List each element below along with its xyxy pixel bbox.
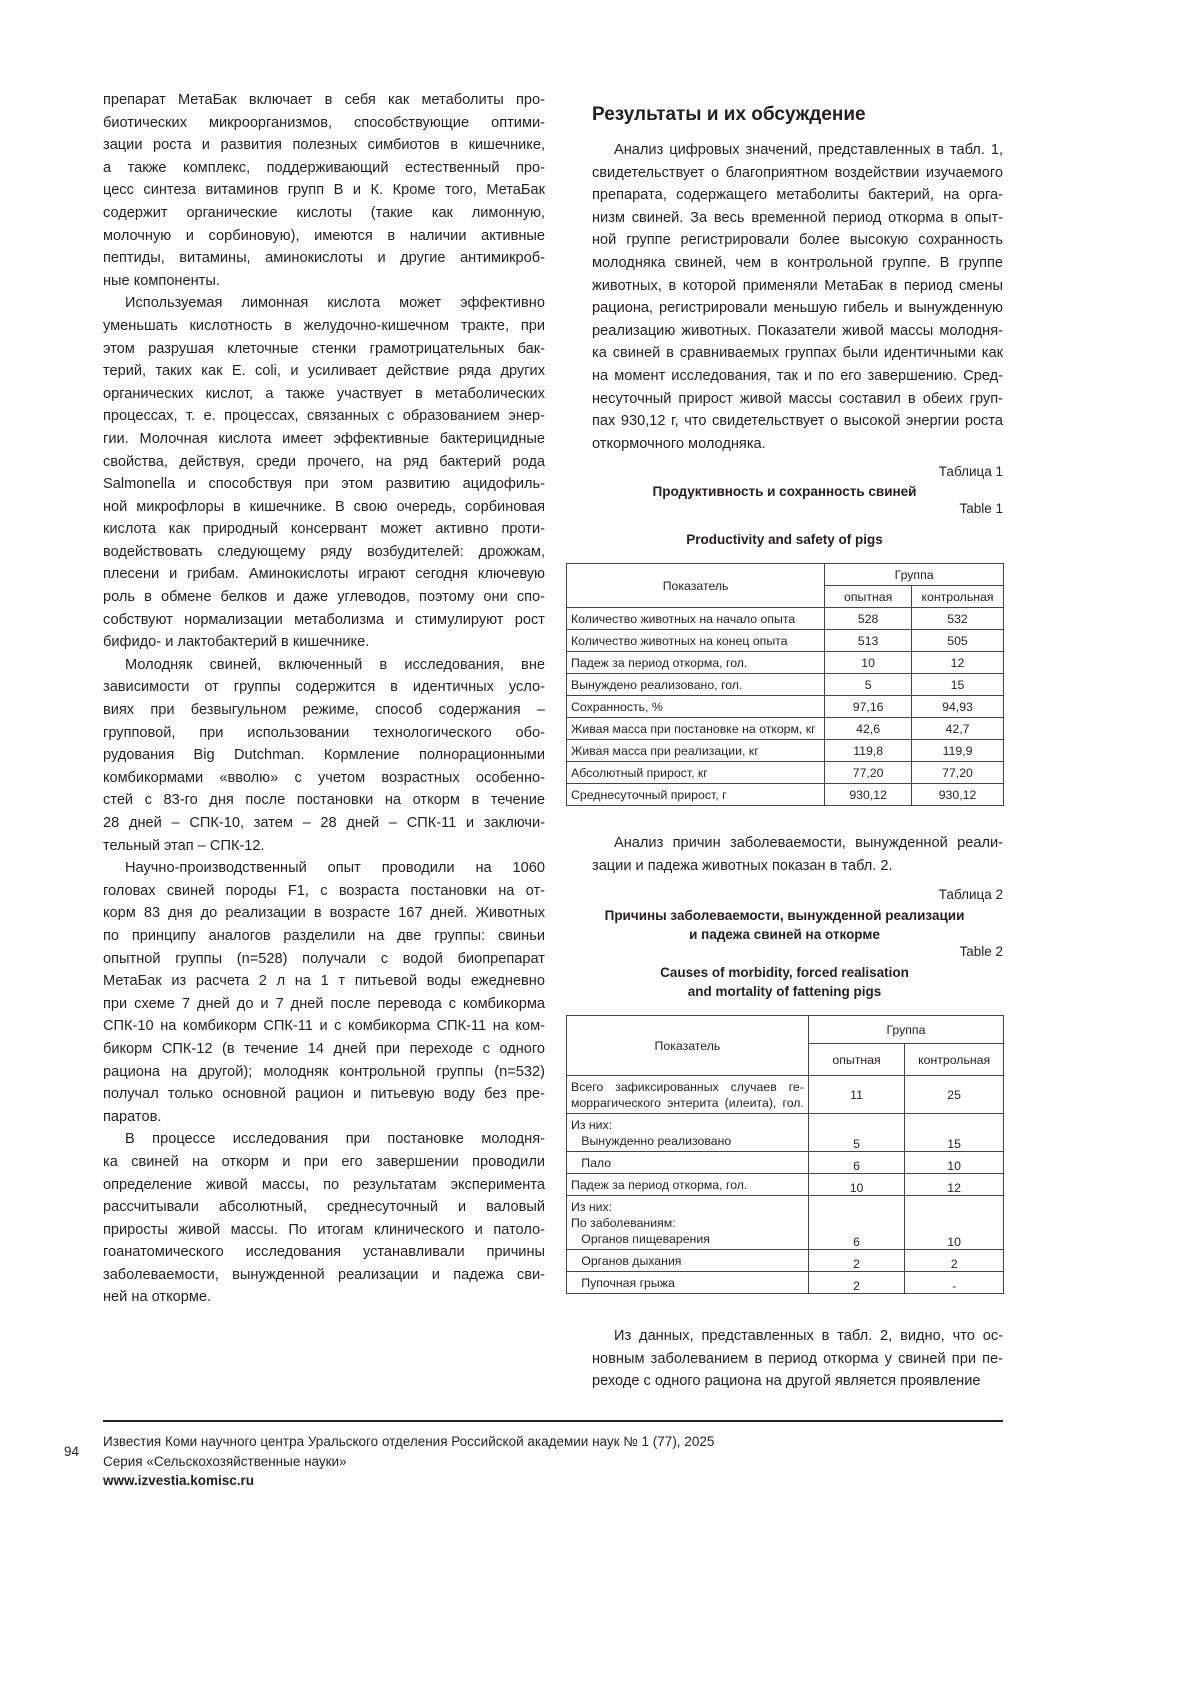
table1-title-ru: Продуктивность и сохранность свиней — [566, 482, 1003, 501]
control-value: 15 — [905, 1114, 1004, 1152]
experimental-value: 5 — [808, 1114, 904, 1152]
table-row — [567, 608, 1004, 630]
table1 — [566, 563, 1004, 806]
control-value: - — [905, 1272, 1004, 1294]
experimental-value: 2 — [808, 1250, 904, 1272]
text-line: опытной группы (n=528) получали с водой биопрепарат — [103, 948, 545, 971]
control-value: 94,93 — [912, 696, 1004, 718]
experimental-value: 5 — [825, 674, 912, 696]
text-line: низм свиней. За весь временной период откорма в опыт- — [592, 207, 1003, 230]
text-line: водействовать следующему ряду возбудителей: дрожжам, — [103, 541, 545, 564]
table2-title-ru — [566, 906, 1003, 944]
table-row — [567, 630, 1004, 652]
row-label: Живая масса при постановке на откорм, кг — [567, 718, 825, 740]
text-line: Молодняк свиней, включенный в исследования, вне — [103, 654, 545, 677]
text-line: содержит органические кислоты (такие как лимонную, — [103, 202, 545, 225]
text-line: реходе с одного рациона на другой является проявление — [592, 1370, 1003, 1393]
header-indicator: Показатель — [567, 564, 825, 608]
text-line: свойства, действуя, среди прочего, на ряд бактерий рода — [103, 451, 545, 474]
table1-label-en: Table 1 — [959, 501, 1003, 516]
label-line: Из них: — [571, 1199, 804, 1215]
control-value: 119,9 — [912, 740, 1004, 762]
text-line: откормочного молодняка. — [592, 433, 1003, 456]
text-line: СПК-10 на комбикорм СПК-11 и с комбикорма СПК-11 на ком- — [103, 1015, 545, 1038]
header-control: контрольная — [905, 1044, 1004, 1076]
row-label: Количество животных на начало опыта — [567, 608, 825, 630]
footer-divider — [103, 1420, 1003, 1422]
text-line: определение живой массы, по результатам эксперимента — [103, 1174, 545, 1197]
control-value: 15 — [912, 674, 1004, 696]
text-line: Из данных, представленных в табл. 2, видно, что ос- — [592, 1325, 1003, 1348]
title-line: Causes of morbidity, forced realisation — [566, 963, 1003, 982]
experimental-value: 528 — [825, 608, 912, 630]
text-line: бикорм СПК-12 (в течение 14 дней при переходе с одного — [103, 1038, 545, 1061]
text-line: зации роста и развития полезных симбиотов в кишечнике, — [103, 134, 545, 157]
control-value: 930,12 — [912, 784, 1004, 806]
text-line: препарата, содержащего метаболиты бактерий, на орга- — [592, 184, 1003, 207]
experimental-value: 10 — [825, 652, 912, 674]
text-line: рациона, регистрировали меньшую гибель и вынужденную — [592, 297, 1003, 320]
control-value: 12 — [905, 1174, 1004, 1196]
label-line: Пало — [571, 1155, 804, 1171]
header-experimental: опытная — [808, 1044, 904, 1076]
header-group: Группа — [825, 564, 1004, 586]
results-paragraph — [592, 139, 1003, 455]
text-line: реализацию животных. Показатели живой массы молодня- — [592, 320, 1003, 343]
text-line: уменьшать кислотность в желудочно-кишечном тракте, при — [103, 315, 545, 338]
table-row — [567, 1076, 1004, 1114]
text-line: молодняка свиней, чем в контрольной группе. В группе — [592, 252, 1003, 275]
experimental-value: 513 — [825, 630, 912, 652]
table-row — [567, 652, 1004, 674]
table-row — [567, 1196, 1004, 1250]
control-value: 10 — [905, 1196, 1004, 1250]
table-row — [567, 1250, 1004, 1272]
footer — [103, 1432, 714, 1491]
text-line: цесс синтеза витаминов групп В и К. Кроме того, МетаБак — [103, 179, 545, 202]
text-line: а также комплекс, поддерживающий естественный про- — [103, 157, 545, 180]
text-line: ка свиней на откорм и при его завершении проводили — [103, 1151, 545, 1174]
text-line: Анализ причин заболеваемости, вынужденной реали- — [592, 832, 1003, 855]
row-label — [567, 1114, 809, 1152]
row-label — [567, 1174, 809, 1196]
page-number: 94 — [64, 1444, 79, 1459]
title-line: and mortality of fattening pigs — [566, 982, 1003, 1001]
text-line: свидетельствует о благоприятном воздействии изучаемого — [592, 162, 1003, 185]
text-line: ка свиней в сравниваемых группах были идентичными как — [592, 342, 1003, 365]
experimental-value: 930,12 — [825, 784, 912, 806]
text-line: собствуют нормализации метаболизма и стимулируют рост — [103, 609, 545, 632]
text-line: новным заболеванием в период откорма у свиней при пе- — [592, 1348, 1003, 1371]
control-value: 77,20 — [912, 762, 1004, 784]
text-line: 28 дней – СПК-10, затем – 28 дней – СПК-11 и заключи- — [103, 812, 545, 835]
table-row — [567, 696, 1004, 718]
row-label: Среднесуточный прирост, г — [567, 784, 825, 806]
text-line: при схеме 7 дней до и 7 дней после перевода с комбикорма — [103, 993, 545, 1016]
experimental-value: 6 — [808, 1196, 904, 1250]
text-line: плесени и грибам. Аминокислоты играют сегодня ключевую — [103, 563, 545, 586]
text-line: бифидо- и лактобактерий в кишечнике. — [103, 631, 545, 654]
label-line: По заболеваниям: — [571, 1215, 804, 1231]
section-heading: Результаты и их обсуждение — [592, 104, 866, 126]
control-value: 12 — [912, 652, 1004, 674]
text-line: паратов. — [103, 1106, 545, 1129]
text-line: получал только основной рацион и питьевую воду без пре- — [103, 1083, 545, 1106]
text-line: пах 930,12 г, что свидетельствует о высокой энергии роста — [592, 410, 1003, 433]
title-line: и падежа свиней на откорме — [566, 925, 1003, 944]
table-row — [567, 674, 1004, 696]
header-group: Группа — [808, 1016, 1003, 1044]
row-label — [567, 1272, 809, 1294]
label-line: Органов дыхания — [571, 1253, 804, 1269]
table-row — [567, 1272, 1004, 1294]
text-line: этом разрушая клеточные стенки грамотрицательных бак- — [103, 338, 545, 361]
label-line: моррагического энтерита (илеита), гол. — [571, 1095, 804, 1111]
table-row — [567, 1152, 1004, 1174]
text-line: терий, таких как E. coli, и усиливает действие ряда других — [103, 360, 545, 383]
text-line: гии. Молочная кислота имеет эффективные бактерицидные — [103, 428, 545, 451]
series-title: Серия «Сельскохозяйственные науки» — [103, 1452, 714, 1472]
text-line: ные компоненты. — [103, 270, 545, 293]
row-label: Падеж за период откорма, гол. — [567, 652, 825, 674]
text-line: групповой, при использовании технологического обо- — [103, 722, 545, 745]
text-line: виях при безвыгульном режиме, способ содержания – — [103, 699, 545, 722]
text-line: препарат МетаБак включает в себя как метаболиты про- — [103, 89, 545, 112]
text-line: В процессе исследования при постановке молодня- — [103, 1128, 545, 1151]
text-line: корм 83 дня до реализации в возрасте 167 дней. Животных — [103, 902, 545, 925]
text-line: Используемая лимонная кислота может эффективно — [103, 292, 545, 315]
conclusion-paragraph — [592, 1325, 1003, 1393]
header-experimental: опытная — [825, 586, 912, 608]
control-value: 532 — [912, 608, 1004, 630]
text-line: по принципу аналогов разделили на две группы: свиньи — [103, 925, 545, 948]
text-line: МетаБак из расчета 2 л на 1 т питьевой воды ежедневно — [103, 970, 545, 993]
text-line: комбикормами «вволю» с учетом возрастных особенно- — [103, 767, 545, 790]
table2-label-ru: Таблица 2 — [939, 887, 1003, 902]
journal-title: Известия Коми научного центра Уральского отделения Российской академии наук № 1 (77), 2025 — [103, 1432, 714, 1452]
title-line: Причины заболеваемости, вынужденной реализации — [566, 906, 1003, 925]
text-line: зависимости от группы содержится в идентичных усло- — [103, 676, 545, 699]
row-label: Количество животных на конец опыта — [567, 630, 825, 652]
table-row — [567, 718, 1004, 740]
text-line: животных, в которой применяли МетаБак в период смены — [592, 275, 1003, 298]
label-line: Пупочная грыжа — [571, 1275, 804, 1291]
table2 — [566, 1015, 1004, 1294]
table2-title-en — [566, 963, 1003, 1001]
text-line: Анализ цифровых значений, представленных в табл. 1, — [592, 139, 1003, 162]
text-line: Научно-производственный опыт проводили на 1060 — [103, 857, 545, 880]
row-label — [567, 1076, 809, 1114]
label-line: Падеж за период откорма, гол. — [571, 1177, 804, 1193]
text-line: молочную и сорбиновую), имеются в наличии активные — [103, 225, 545, 248]
label-line: Вынужденно реализовано — [571, 1133, 804, 1149]
text-line: стей с 83-го дня после постановки на откорм в течение — [103, 789, 545, 812]
table-row — [567, 762, 1004, 784]
text-line: рациона на другой); молодняк контрольной группы (n=532) — [103, 1061, 545, 1084]
text-line: тельный этап – СПК-12. — [103, 835, 545, 858]
experimental-value: 42,6 — [825, 718, 912, 740]
text-line: пептиды, витамины, аминокислоты и другие антимикроб- — [103, 247, 545, 270]
control-value: 10 — [905, 1152, 1004, 1174]
label-line: Всего зафиксированных случаев ге- — [571, 1079, 804, 1095]
label-line: Из них: — [571, 1117, 804, 1133]
text-line: рудования Big Dutchman. Кормление полнорационными — [103, 744, 545, 767]
experimental-value: 10 — [808, 1174, 904, 1196]
website-link[interactable]: www.izvestia.komisc.ru — [103, 1471, 714, 1491]
table-row — [567, 784, 1004, 806]
left-column — [103, 89, 545, 1309]
analysis-paragraph — [592, 832, 1003, 877]
table-row — [567, 1114, 1004, 1152]
text-line: ной группе регистрировали более высокую сохранность — [592, 229, 1003, 252]
experimental-value: 77,20 — [825, 762, 912, 784]
row-label: Живая масса при реализации, кг — [567, 740, 825, 762]
table1-label-ru: Таблица 1 — [939, 464, 1003, 479]
text-line: на момент исследования, так и по его завершению. Сред- — [592, 365, 1003, 388]
text-line: несуточный прирост живой массы составил в обеих груп- — [592, 388, 1003, 411]
table-row — [567, 1174, 1004, 1196]
table-row — [567, 740, 1004, 762]
row-label — [567, 1152, 809, 1174]
text-line: зации и падежа животных показан в табл. 2. — [592, 855, 1003, 878]
row-label: Абсолютный прирост, кг — [567, 762, 825, 784]
text-line: приросты живой массы. По итогам клинического и патоло- — [103, 1219, 545, 1242]
table2-label-en: Table 2 — [959, 944, 1003, 959]
row-label: Сохранность, % — [567, 696, 825, 718]
text-line: заболеваемости, вынужденной реализации и падежа сви- — [103, 1264, 545, 1287]
text-line: ной микрофлоры в кишечнике. В свою очередь, сорбиновая — [103, 496, 545, 519]
control-value: 2 — [905, 1250, 1004, 1272]
experimental-value: 6 — [808, 1152, 904, 1174]
text-line: процессах, т. е. процессах, связанных с образованием энер- — [103, 405, 545, 428]
control-value: 42,7 — [912, 718, 1004, 740]
text-line: роль в обмене белков и даже углеводов, поэтому они спо- — [103, 586, 545, 609]
control-value: 505 — [912, 630, 1004, 652]
experimental-value: 119,8 — [825, 740, 912, 762]
text-line: органических кислот, а также участвует в метаболических — [103, 383, 545, 406]
text-line: рассчитывали абсолютный, среднесуточный и валовый — [103, 1196, 545, 1219]
row-label: Вынуждено реализовано, гол. — [567, 674, 825, 696]
experimental-value: 2 — [808, 1272, 904, 1294]
text-line: ней на откорме. — [103, 1286, 545, 1309]
experimental-value: 97,16 — [825, 696, 912, 718]
control-value: 25 — [905, 1076, 1004, 1114]
text-line: кислота как природный консервант может активно проти- — [103, 518, 545, 541]
row-label — [567, 1250, 809, 1272]
label-line: Органов пищеварения — [571, 1231, 804, 1247]
experimental-value: 11 — [808, 1076, 904, 1114]
text-line: биотических микроорганизмов, способствующие оптими- — [103, 112, 545, 135]
table1-title-en: Productivity and safety of pigs — [566, 530, 1003, 549]
text-line: головах свиней породы F1, с возраста постановки на от- — [103, 880, 545, 903]
text-line: Salmonella и способствуя при этом развитию ацидофиль- — [103, 473, 545, 496]
row-label — [567, 1196, 809, 1250]
header-indicator: Показатель — [567, 1016, 809, 1076]
text-line: гоанатомического исследования устанавливали причины — [103, 1241, 545, 1264]
header-control: контрольная — [912, 586, 1004, 608]
